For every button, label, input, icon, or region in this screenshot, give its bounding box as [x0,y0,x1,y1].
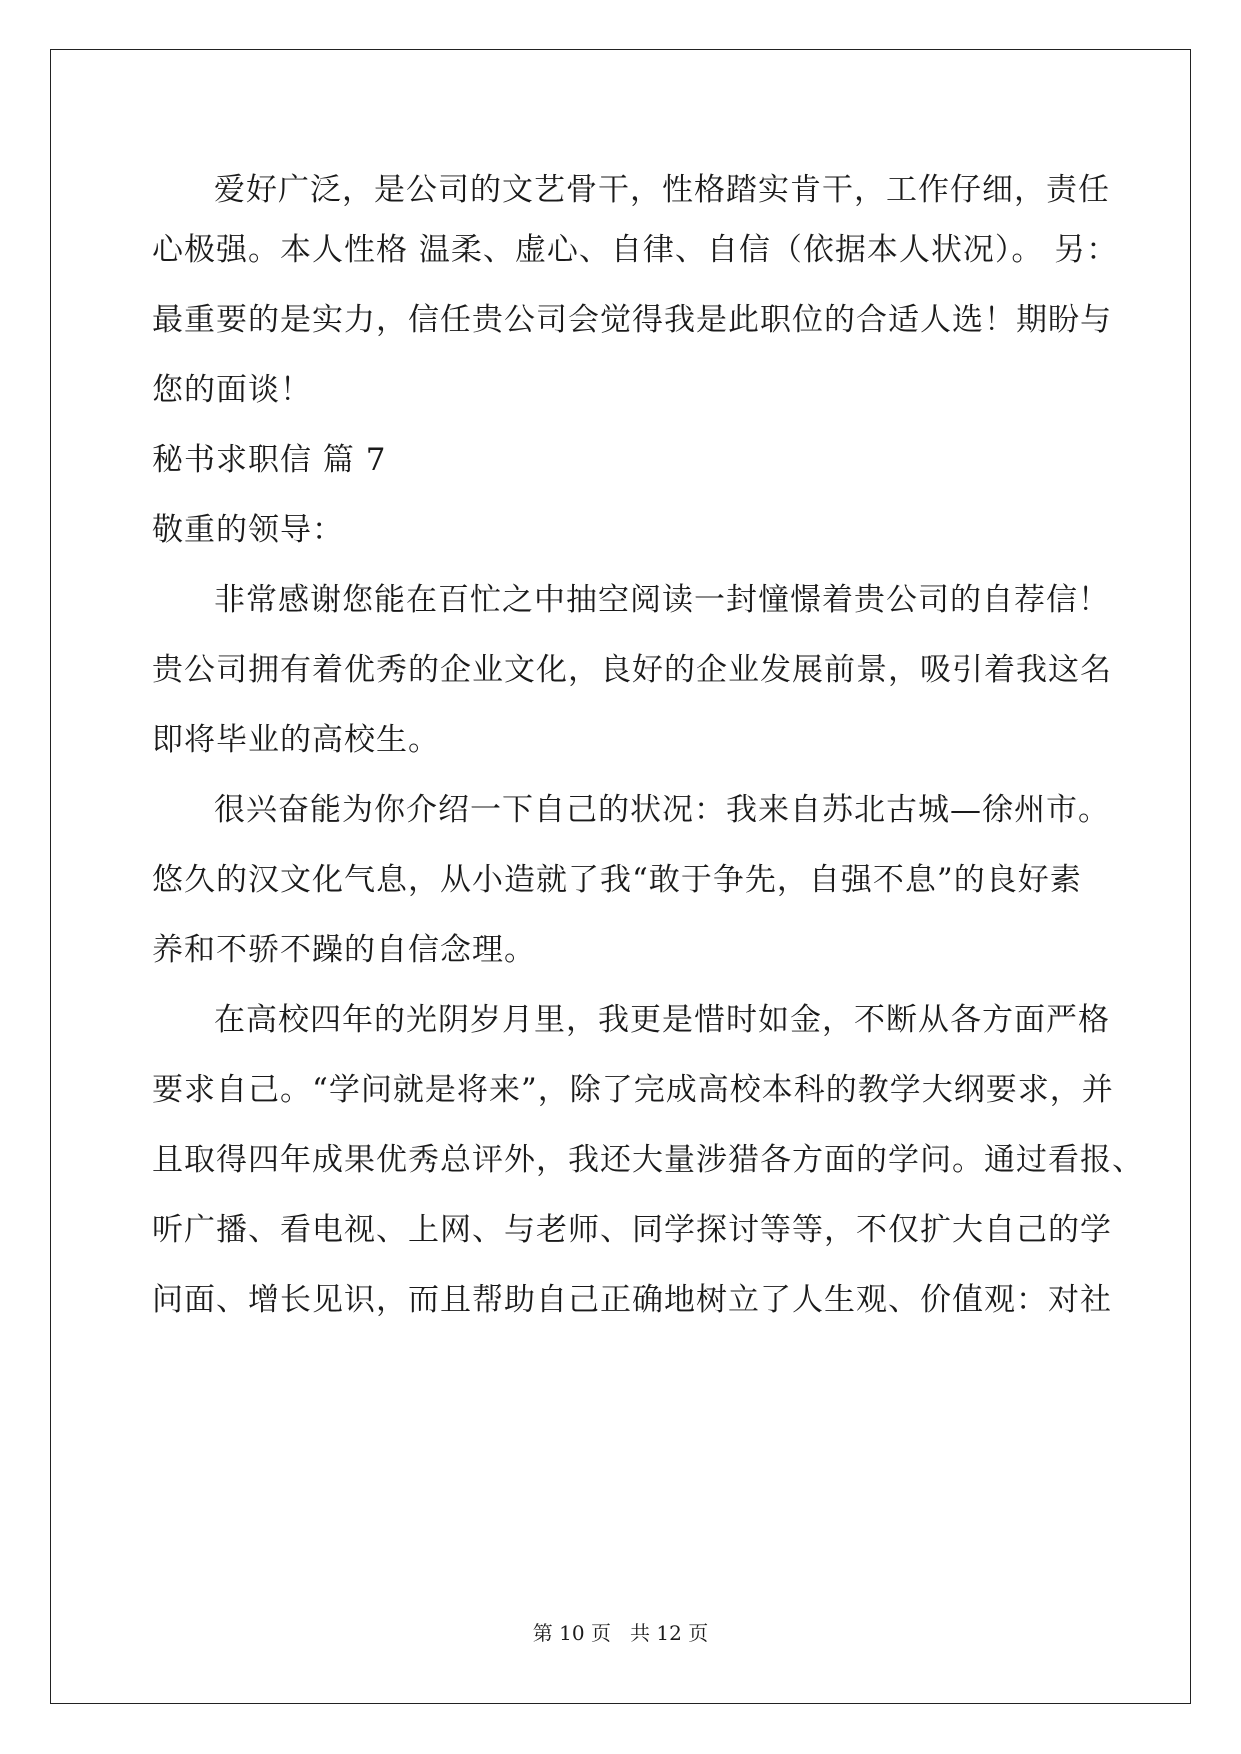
body-text-line: 且取得四年成果优秀总评外，我还大量涉猎各方面的学问。通过看报、 [152,1142,1144,1178]
body-text-line: 问面、增长见识，而且帮助自己正确地树立了人生观、价值观：对社 [152,1282,1112,1318]
body-text-line: 即将毕业的高校生。 [152,722,440,758]
body-text-line: 在高校四年的光阴岁月里，我更是惜时如金，不断从各方面严格 [214,1002,1110,1038]
body-text-line: 听广播、看电视、上网、与老师、同学探讨等等，不仅扩大自己的学 [152,1212,1112,1248]
body-text-line: 贵公司拥有着优秀的企业文化，良好的企业发展前景，吸引着我这名 [152,652,1112,688]
section-heading: 秘书求职信 篇 7 [152,442,387,478]
body-text-line: 爱好广泛，是公司的文艺骨干，性格踏实肯干，工作仔细，责任 [214,172,1110,208]
body-text-line: 心极强。本人性格 温柔、虚心、自律、自信（依据本人状况）。 另： [152,232,1119,268]
body-text-line: 悠久的汉文化气息，从小造就了我“敢于争先，自强不息”的良好素 [152,862,1082,898]
body-text-line: 非常感谢您能在百忙之中抽空阅读一封憧憬着贵公司的自荐信！ [214,582,1110,618]
salutation: 敬重的领导： [152,512,344,548]
body-text-line: 很兴奋能为你介绍一下自己的状况：我来自苏北古城—徐州市。 [214,792,1110,828]
body-text-line: 养和不骄不躁的自信念理。 [152,932,536,968]
body-text-line: 要求自己。“学问就是将来”，除了完成高校本科的教学大纲要求，并 [152,1072,1114,1108]
body-text-line: 您的面谈！ [152,372,312,408]
page-number-footer: 第 10 页 共 12 页 [532,1621,709,1645]
body-text-line: 最重要的是实力，信任贵公司会觉得我是此职位的合适人选！期盼与 [152,302,1112,338]
